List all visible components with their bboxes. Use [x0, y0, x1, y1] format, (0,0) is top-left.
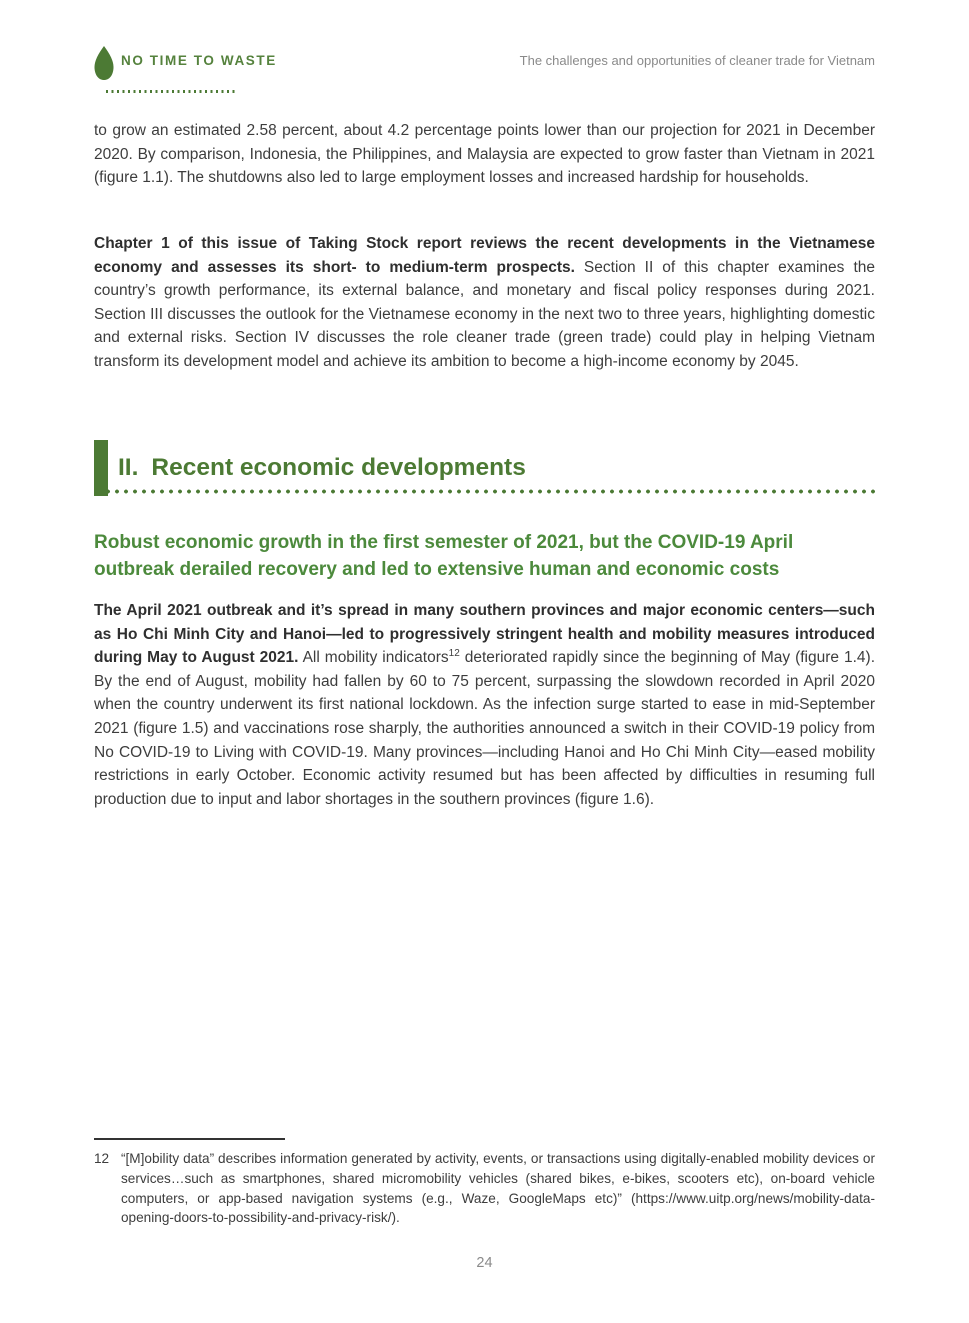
- paragraph-growth-estimate: [94, 119, 875, 190]
- footnote-text: “[M]obility data” describes information generated by activity, events, or transactions using digitally-enabled mobility devices or services…such as smartphones, shared micromobility vehicles (shared bikes, e-bikes, scooters etc), on-board vehicle computers, or app-based navigation systems (e.g., Waze, GoogleMaps etc)” (https://www.uitp.org/news/mobility-data-opening-doors-to-possibility-and-privacy-risk/).: [121, 1151, 875, 1226]
- paragraph-text: All mobility indicators: [298, 649, 449, 667]
- section-dotted-divider: [96, 488, 875, 495]
- paragraph-april-outbreak: [94, 599, 875, 811]
- paragraph-lead-bold: The April 2021 outbreak and it’s spread in many southern provinces and major economic centers—such as Ho Chi Minh City and Hanoi—led to progressively stringent health and mobility measures introduced during May to August 2021.: [94, 602, 875, 667]
- report-logo: [94, 46, 277, 85]
- footnote: [94, 1149, 875, 1228]
- section-title-text: Recent economic developments: [151, 454, 526, 481]
- paragraph-lead-bold: Chapter 1 of this issue of Taking Stock report reviews the recent developments in the Vietnamese economy and assesses its short- to medium-term prospects.: [94, 235, 875, 276]
- section-heading-block: [94, 438, 875, 498]
- paragraph-chapter-overview: [94, 232, 875, 374]
- paragraph-text: to grow an estimated 2.58 percent, about 4.2 percentage points lower than our projection for 2021 in December 2020. By comparison, Indonesia, the Philippines, and Malaysia are expected to grow faster than Vietnam in 2021 (figure 1.1). The shutdowns also led to large employment losses and increased hardship for households.: [94, 122, 875, 187]
- leaf-icon: [94, 46, 114, 85]
- subsection-heading: Robust economic growth in the first semester of 2021, but the COVID-19 April outbreak derailed recovery and led to extensive human and economic costs: [94, 532, 794, 580]
- page-number: 24: [476, 1255, 493, 1271]
- paragraph-text: deteriorated rapidly since the beginning of May (figure 1.4). By the end of August, mobility had fallen by 60 to 75 percent, surpassing the slowdown recorded in April 2020 when the country underwent its first national lockdown. As the infection surge started to ease in mid-September 2021 (figure 1.5) and vaccinations rose sharply, the authorities announced a switch in their COVID-19 policy from No COVID-19 to Living with COVID-19. Many provinces—including Hanoi and Ho Chi Minh City—eased mobility restrictions in early October. Economic activity resumed but has been affected by difficulties in resuming full production due to input and labor shortages in the southern provinces (figure 1.6).: [94, 649, 876, 808]
- logo-dotted-underline: [106, 90, 236, 93]
- paragraph-text: Section II of this chapter examines the country’s growth performance, its external balance, and monetary and fiscal policy responses during 2021. Section III discusses the outlook for the Vietnamese economy in the next two to three years, highlighting domestic and external risks. Section IV discusses the role cleaner trade (green trade) could play in helping Vietnam transform its development model and achieve its ambition to become a high-income economy by 2045.: [94, 258, 875, 370]
- running-header-subtitle: The challenges and opportunities of cleaner trade for Vietnam: [519, 53, 875, 68]
- section-number: II.: [118, 454, 139, 481]
- footnote-separator-rule: [94, 1138, 285, 1140]
- footnote-block: [94, 1138, 875, 1228]
- page-header: [94, 46, 875, 85]
- footnote-reference: 12: [448, 648, 460, 660]
- section-title: [118, 454, 526, 482]
- logo-title: NO TIME TO WASTE: [121, 53, 277, 68]
- footnote-number: 12: [94, 1151, 110, 1166]
